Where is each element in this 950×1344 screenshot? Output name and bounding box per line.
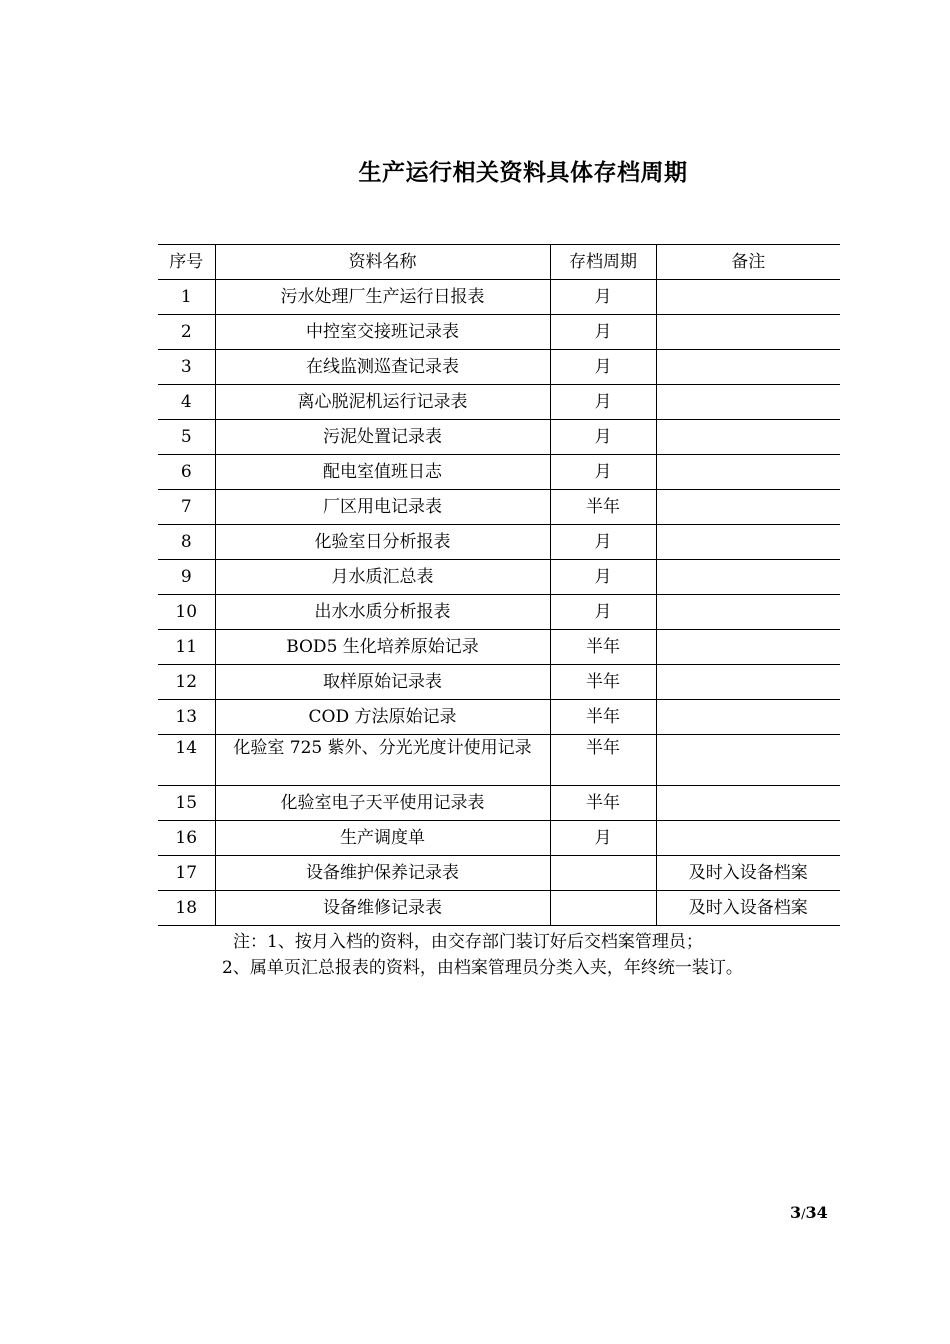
table-row — [158, 525, 840, 560]
table-header-row — [158, 245, 840, 280]
table-row — [158, 856, 840, 891]
table-row — [158, 891, 840, 926]
cell-no: 10 — [158, 595, 215, 630]
cell-no: 18 — [158, 891, 215, 926]
page-number — [790, 1203, 828, 1222]
table-row — [158, 385, 840, 420]
cell-no: 8 — [158, 525, 215, 560]
page-title: 生产运行相关资料具体存档周期 — [358, 160, 688, 186]
cell-period: 半年 — [550, 735, 656, 786]
table-row — [158, 700, 840, 735]
cell-name: 化验室 725 紫外、分光光度计使用记录 — [215, 735, 550, 786]
cell-period: 月 — [550, 821, 656, 856]
cell-note: 及时入设备档案 — [656, 891, 840, 926]
cell-no: 17 — [158, 856, 215, 891]
cell-note — [656, 385, 840, 420]
cell-period: 半年 — [550, 630, 656, 665]
cell-period: 月 — [550, 420, 656, 455]
cell-no: 7 — [158, 490, 215, 525]
cell-no: 4 — [158, 385, 215, 420]
cell-period: 月 — [550, 385, 656, 420]
cell-period: 半年 — [550, 786, 656, 821]
cell-period: 半年 — [550, 490, 656, 525]
cell-period: 月 — [550, 350, 656, 385]
cell-period: 半年 — [550, 665, 656, 700]
cell-no: 11 — [158, 630, 215, 665]
cell-no: 9 — [158, 560, 215, 595]
cell-note — [656, 525, 840, 560]
cell-period — [550, 891, 656, 926]
cell-name: 中控室交接班记录表 — [215, 315, 550, 350]
cell-name: 生产调度单 — [215, 821, 550, 856]
cell-name: 设备维修记录表 — [215, 891, 550, 926]
cell-name: 出水水质分析报表 — [215, 595, 550, 630]
cell-no: 12 — [158, 665, 215, 700]
cell-note — [656, 786, 840, 821]
cell-no: 14 — [158, 735, 215, 786]
note-line-2: 2、属单页汇总报表的资料，由档案管理员分类入夹，年终统一装订。 — [222, 958, 743, 978]
table-row — [158, 665, 840, 700]
cell-note — [656, 315, 840, 350]
cell-note — [656, 665, 840, 700]
cell-period: 月 — [550, 280, 656, 315]
cell-no: 2 — [158, 315, 215, 350]
cell-name: COD 方法原始记录 — [215, 700, 550, 735]
cell-no: 15 — [158, 786, 215, 821]
cell-period: 月 — [550, 455, 656, 490]
note-line-1: 注：1、按月入档的资料，由交存部门装订好后交档案管理员； — [233, 932, 703, 952]
cell-name: 配电室值班日志 — [215, 455, 550, 490]
cell-name: 月水质汇总表 — [215, 560, 550, 595]
cell-name: 化验室电子天平使用记录表 — [215, 786, 550, 821]
cell-name: 在线监测巡查记录表 — [215, 350, 550, 385]
cell-no: 13 — [158, 700, 215, 735]
page-current: 3 — [790, 1203, 802, 1222]
table-row — [158, 735, 840, 786]
cell-period: 月 — [550, 315, 656, 350]
page-separator: / — [801, 1207, 806, 1222]
table-row — [158, 490, 840, 525]
header-no: 序号 — [158, 245, 215, 280]
header-period: 存档周期 — [550, 245, 656, 280]
cell-name: 化验室日分析报表 — [215, 525, 550, 560]
table-row — [158, 560, 840, 595]
table-row — [158, 821, 840, 856]
cell-period: 半年 — [550, 700, 656, 735]
cell-note — [656, 735, 840, 786]
cell-no: 6 — [158, 455, 215, 490]
table-row — [158, 455, 840, 490]
cell-name: BOD5 生化培养原始记录 — [215, 630, 550, 665]
cell-no: 1 — [158, 280, 215, 315]
table-row — [158, 280, 840, 315]
cell-no: 5 — [158, 420, 215, 455]
cell-note: 及时入设备档案 — [656, 856, 840, 891]
cell-note — [656, 455, 840, 490]
cell-name: 离心脱泥机运行记录表 — [215, 385, 550, 420]
cell-note — [656, 420, 840, 455]
cell-name: 污水处理厂生产运行日报表 — [215, 280, 550, 315]
header-note: 备注 — [656, 245, 840, 280]
cell-note — [656, 490, 840, 525]
cell-note — [656, 630, 840, 665]
table-row — [158, 786, 840, 821]
cell-name: 设备维护保养记录表 — [215, 856, 550, 891]
table-row — [158, 630, 840, 665]
table-row — [158, 315, 840, 350]
cell-note — [656, 560, 840, 595]
cell-period: 月 — [550, 560, 656, 595]
cell-period: 月 — [550, 595, 656, 630]
archive-period-table — [158, 244, 840, 926]
cell-no: 3 — [158, 350, 215, 385]
table-row — [158, 350, 840, 385]
page-total: 34 — [805, 1203, 828, 1222]
cell-name: 厂区用电记录表 — [215, 490, 550, 525]
cell-note — [656, 280, 840, 315]
cell-no: 16 — [158, 821, 215, 856]
table-row — [158, 595, 840, 630]
table-row — [158, 420, 840, 455]
cell-note — [656, 700, 840, 735]
cell-name: 污泥处置记录表 — [215, 420, 550, 455]
cell-name: 取样原始记录表 — [215, 665, 550, 700]
cell-period: 月 — [550, 525, 656, 560]
cell-period — [550, 856, 656, 891]
cell-note — [656, 350, 840, 385]
cell-note — [656, 595, 840, 630]
header-name: 资料名称 — [215, 245, 550, 280]
cell-note — [656, 821, 840, 856]
